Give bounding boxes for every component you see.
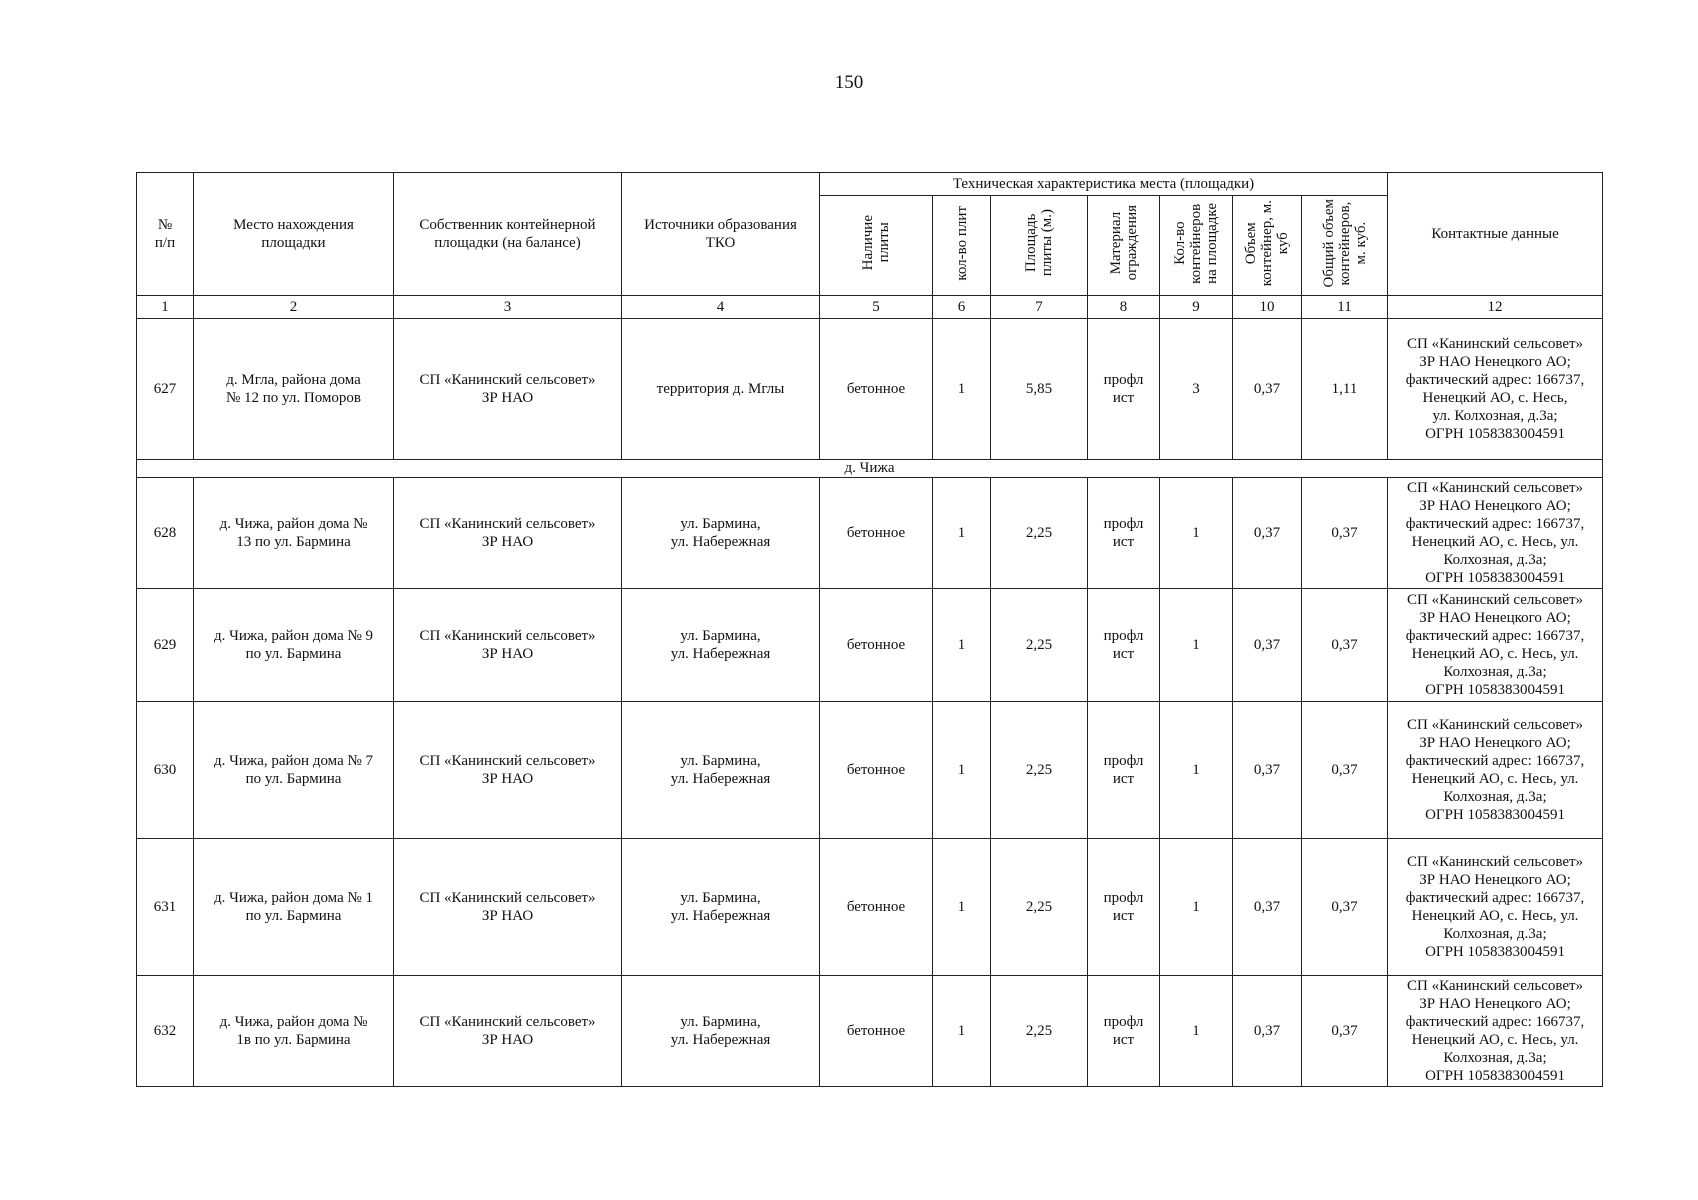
header-total-volume-cell (1302, 196, 1388, 296)
row-volume: 0,37 (1233, 839, 1302, 976)
header-tech-group: Техническая характеристика места (площадки) (820, 173, 1388, 196)
row-slab: бетонное (820, 976, 933, 1087)
row-location: д. Чижа, район дома № 13 по ул. Бармина (194, 478, 394, 589)
row-total-volume: 0,37 (1302, 702, 1388, 839)
row-contacts: СП «Канинский сельсовет» ЗР НАО Ненецкого АО; фактический адрес: 166737, Ненецкий АО, с. Несь, ул. Колхозная, д.3а; ОГРН 1058383004591 (1388, 589, 1603, 702)
row-volume: 0,37 (1233, 589, 1302, 702)
column-number: 9 (1160, 296, 1233, 319)
header-container-count-cell (1160, 196, 1233, 296)
header-fence-material-cell (1088, 196, 1160, 296)
row-area: 2,25 (991, 478, 1088, 589)
row-location: д. Мгла, района дома № 12 по ул. Поморов (194, 319, 394, 460)
row-slab: бетонное (820, 702, 933, 839)
row-fence: профл ист (1088, 839, 1160, 976)
row-volume: 0,37 (1233, 319, 1302, 460)
header-container-volume-cell (1233, 196, 1302, 296)
header-location: Место нахождения площадки (194, 173, 394, 296)
section-row (137, 460, 1603, 478)
row-sources: ул. Бармина, ул. Набережная (622, 589, 820, 702)
row-location: д. Чижа, район дома № 1в по ул. Бармина (194, 976, 394, 1087)
row-fence: профл ист (1088, 478, 1160, 589)
row-sources: ул. Бармина, ул. Набережная (622, 702, 820, 839)
row-slab-count: 1 (933, 702, 991, 839)
header-slab-presence: Наличие плиты (860, 215, 892, 271)
row-number: 632 (137, 976, 194, 1087)
header-sources: Источники образования ТКО (622, 173, 820, 296)
row-number: 628 (137, 478, 194, 589)
column-number: 4 (622, 296, 820, 319)
row-containers: 1 (1160, 702, 1233, 839)
header-container-volume: Объем контейнер, м. куб (1243, 199, 1291, 287)
row-slab-count: 1 (933, 839, 991, 976)
header-container-count: Кол-во контейнеров на площадке (1172, 202, 1220, 284)
column-number: 10 (1233, 296, 1302, 319)
header-owner: Собственник контейнерной площадки (на балансе) (394, 173, 622, 296)
row-fence: профл ист (1088, 319, 1160, 460)
row-owner: СП «Канинский сельсовет» ЗР НАО (394, 702, 622, 839)
header-fence-material: Материал ограждения (1107, 205, 1140, 281)
row-slab-count: 1 (933, 589, 991, 702)
row-sources: территория д. Мглы (622, 319, 820, 460)
row-area: 2,25 (991, 589, 1088, 702)
table-row (137, 976, 1603, 1087)
column-number: 6 (933, 296, 991, 319)
row-number: 630 (137, 702, 194, 839)
header-slab-count: кол-во плит (953, 205, 970, 281)
row-slab: бетонное (820, 478, 933, 589)
row-slab: бетонное (820, 319, 933, 460)
header-total-volume: Общий объем контейнеров, м. куб. (1320, 198, 1369, 288)
row-volume: 0,37 (1233, 478, 1302, 589)
row-sources: ул. Бармина, ул. Набережная (622, 839, 820, 976)
row-containers: 1 (1160, 478, 1233, 589)
row-area: 5,85 (991, 319, 1088, 460)
row-fence: профл ист (1088, 976, 1160, 1087)
table-row (137, 478, 1603, 589)
row-volume: 0,37 (1233, 976, 1302, 1087)
row-owner: СП «Канинский сельсовет» ЗР НАО (394, 839, 622, 976)
row-location: д. Чижа, район дома № 1 по ул. Бармина (194, 839, 394, 976)
header-slab-presence-cell (820, 196, 933, 296)
row-owner: СП «Канинский сельсовет» ЗР НАО (394, 478, 622, 589)
row-contacts: СП «Канинский сельсовет» ЗР НАО Ненецкого АО; фактический адрес: 166737, Ненецкий АО, с. Несь, ул. Колхозная, д.3а; ОГРН 1058383004591 (1388, 976, 1603, 1087)
table-row (137, 702, 1603, 839)
table-row (137, 319, 1603, 460)
header-slab-count-cell (933, 196, 991, 296)
row-total-volume: 0,37 (1302, 478, 1388, 589)
row-area: 2,25 (991, 976, 1088, 1087)
row-location: д. Чижа, район дома № 7 по ул. Бармина (194, 702, 394, 839)
row-slab: бетонное (820, 839, 933, 976)
row-total-volume: 0,37 (1302, 976, 1388, 1087)
column-number: 12 (1388, 296, 1603, 319)
header-row-top (137, 173, 1603, 196)
column-number: 11 (1302, 296, 1388, 319)
column-number: 1 (137, 296, 194, 319)
row-fence: профл ист (1088, 702, 1160, 839)
row-total-volume: 0,37 (1302, 839, 1388, 976)
row-containers: 3 (1160, 319, 1233, 460)
row-contacts: СП «Канинский сельсовет» ЗР НАО Ненецкого АО; фактический адрес: 166737, Ненецкий АО, с. Несь, ул. Колхозная, д.3а; ОГРН 1058383004591 (1388, 319, 1603, 460)
row-owner: СП «Канинский сельсовет» ЗР НАО (394, 976, 622, 1087)
row-fence: профл ист (1088, 589, 1160, 702)
column-number: 5 (820, 296, 933, 319)
row-owner: СП «Канинский сельсовет» ЗР НАО (394, 589, 622, 702)
row-contacts: СП «Канинский сельсовет» ЗР НАО Ненецкого АО; фактический адрес: 166737, Ненецкий АО, с. Несь, ул. Колхозная, д.3а; ОГРН 1058383004591 (1388, 478, 1603, 589)
column-number: 2 (194, 296, 394, 319)
row-slab-count: 1 (933, 319, 991, 460)
header-contacts: Контактные данные (1388, 173, 1603, 296)
row-sources: ул. Бармина, ул. Набережная (622, 976, 820, 1087)
row-total-volume: 0,37 (1302, 589, 1388, 702)
row-sources: ул. Бармина, ул. Набережная (622, 478, 820, 589)
column-number-row (137, 296, 1603, 319)
column-number: 8 (1088, 296, 1160, 319)
column-number: 3 (394, 296, 622, 319)
row-location: д. Чижа, район дома № 9 по ул. Бармина (194, 589, 394, 702)
row-contacts: СП «Канинский сельсовет» ЗР НАО Ненецкого АО; фактический адрес: 166737, Ненецкий АО, с. Несь, ул. Колхозная, д.3а; ОГРН 1058383004591 (1388, 839, 1603, 976)
row-containers: 1 (1160, 976, 1233, 1087)
header-num: № п/п (137, 173, 194, 296)
row-owner: СП «Канинский сельсовет» ЗР НАО (394, 319, 622, 460)
row-contacts: СП «Канинский сельсовет» ЗР НАО Ненецкого АО; фактический адрес: 166737, Ненецкий АО, с. Несь, ул. Колхозная, д.3а; ОГРН 1058383004591 (1388, 702, 1603, 839)
container-sites-table (136, 172, 1603, 1087)
row-area: 2,25 (991, 702, 1088, 839)
page-number: 150 (834, 72, 864, 93)
row-slab: бетонное (820, 589, 933, 702)
row-volume: 0,37 (1233, 702, 1302, 839)
row-slab-count: 1 (933, 976, 991, 1087)
row-slab-count: 1 (933, 478, 991, 589)
row-total-volume: 1,11 (1302, 319, 1388, 460)
table-row (137, 589, 1603, 702)
row-containers: 1 (1160, 589, 1233, 702)
row-number: 627 (137, 319, 194, 460)
row-number: 631 (137, 839, 194, 976)
row-containers: 1 (1160, 839, 1233, 976)
header-slab-area: Площадь плиты (м.) (1023, 209, 1055, 277)
header-slab-area-cell (991, 196, 1088, 296)
section-label: д. Чижа (137, 460, 1603, 478)
row-number: 629 (137, 589, 194, 702)
column-number: 7 (991, 296, 1088, 319)
row-area: 2,25 (991, 839, 1088, 976)
table-row (137, 839, 1603, 976)
